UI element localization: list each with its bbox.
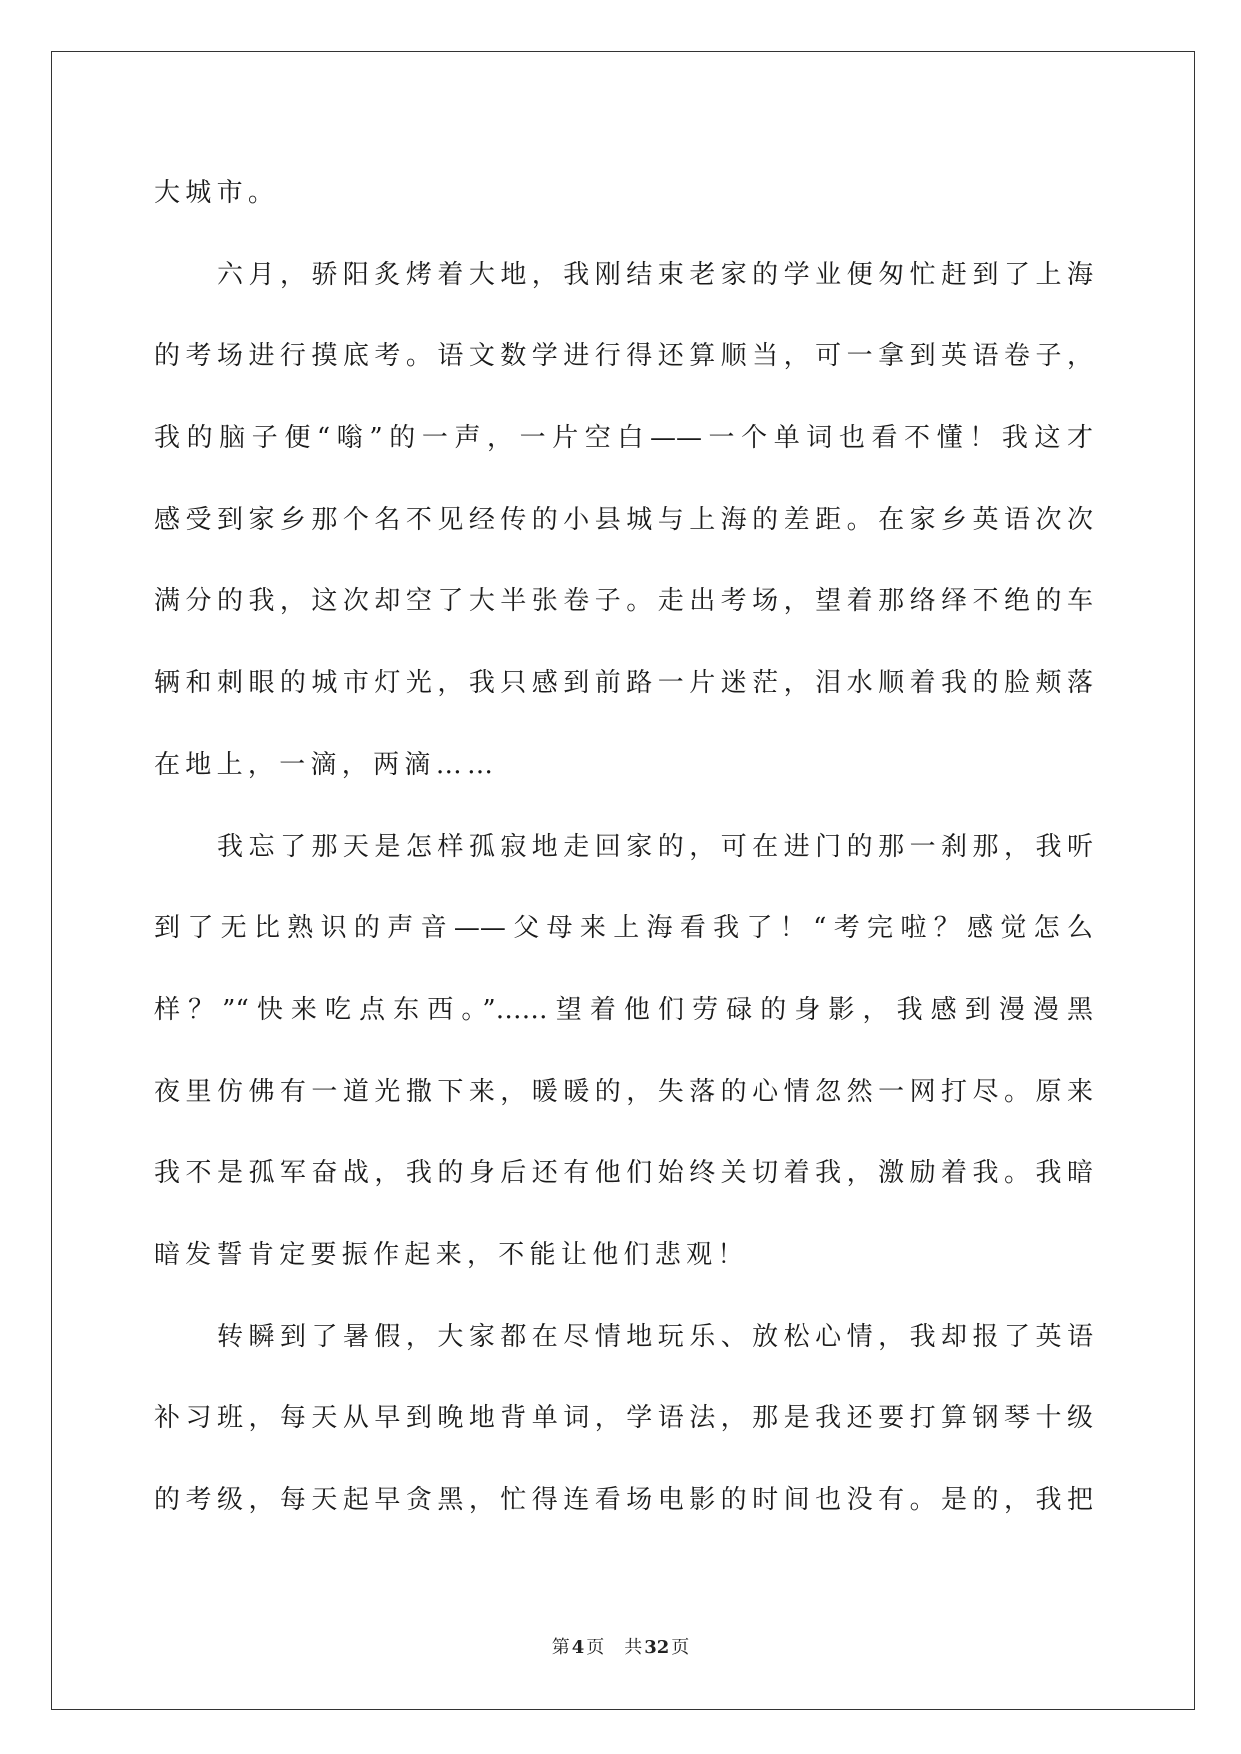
page-footer xyxy=(0,1634,1241,1662)
body-line: 转瞬到了暑假，大家都在尽情地玩乐、放松心情，我却报了英语 xyxy=(217,1321,1093,1352)
body-line: 到了无比熟识的声音——父母来上海看我了！“考完啦？感觉怎么 xyxy=(154,913,1093,944)
body-line: 辆和刺眼的城市灯光，我只感到前路一片迷茫，泪水顺着我的脸颊落 xyxy=(154,668,1093,699)
document-body xyxy=(154,153,1093,1542)
page-number: 4 xyxy=(571,1637,585,1658)
body-line: 的考场进行摸底考。语文数学进行得还算顺当，可一拿到英语卷子， xyxy=(154,341,1093,372)
total-pages-prefix: 共 xyxy=(624,1637,643,1658)
body-line: 大城市。 xyxy=(154,178,280,208)
body-line: 满分的我，这次却空了大半张卷子。走出考场，望着那络绎不绝的车 xyxy=(154,586,1093,617)
total-pages-suffix: 页 xyxy=(671,1637,690,1658)
body-line: 我忘了那天是怎样孤寂地走回家的，可在进门的那一刹那，我听 xyxy=(217,831,1093,862)
body-line: 补习班，每天从早到晚地背单词，学语法，那是我还要打算钢琴十级 xyxy=(154,1403,1093,1434)
body-line: 样？”“快来吃点东西。”……望着他们劳碌的身影，我感到漫漫黑 xyxy=(154,994,1093,1025)
body-line: 夜里仿佛有一道光撒下来，暖暖的，失落的心情忽然一网打尽。原来 xyxy=(154,1076,1093,1107)
body-line: 六月，骄阳炙烤着大地，我刚结束老家的学业便匆忙赶到了上海 xyxy=(217,259,1093,290)
body-line: 的考级，每天起早贪黑，忙得连看场电影的时间也没有。是的，我把 xyxy=(154,1485,1093,1515)
body-line: 在地上，一滴，两滴…… xyxy=(154,749,499,780)
body-line: 感受到家乡那个名不见经传的小县城与上海的差距。在家乡英语次次 xyxy=(154,504,1093,535)
body-line: 我的脑子便“嗡”的一声，一片空白——一个单词也看不懂！我这才 xyxy=(154,423,1093,454)
body-line: 我不是孤军奋战，我的身后还有他们始终关切着我，激励着我。我暗 xyxy=(154,1158,1093,1189)
total-pages: 32 xyxy=(644,1637,670,1658)
page-number-prefix: 第 xyxy=(551,1637,570,1658)
body-line: 暗发誓肯定要振作起来，不能让他们悲观！ xyxy=(154,1239,749,1270)
page-number-suffix: 页 xyxy=(586,1637,605,1658)
